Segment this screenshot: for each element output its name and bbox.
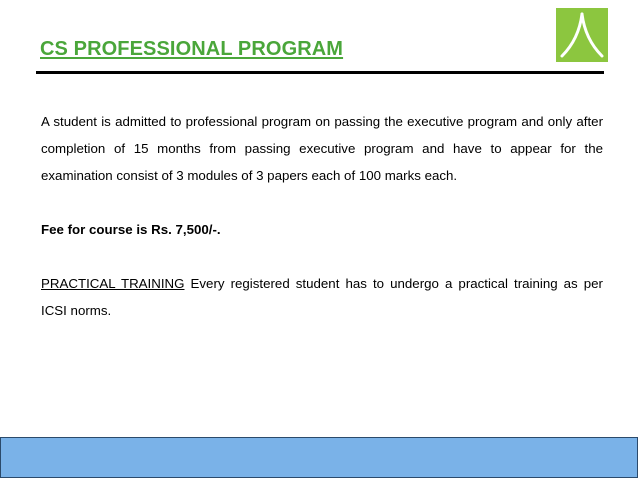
intro-paragraph: A student is admitted to professional program on passing the executive program and only after completion of 15 months from passing executive program and have to appear for the examination consist of 3 modules of 3 papers each of 100 marks each. [41,114,603,183]
training-label: PRACTICAL TRAINING [41,276,185,291]
training-text: Every registered student has to undergo a practical training as per ICSI norms. [41,276,603,318]
fee-paragraph: Fee for course is Rs. 7,500/-. [41,222,221,237]
footer-bar [0,437,638,478]
icsi-logo-icon [556,8,608,62]
training-paragraph [41,270,603,324]
slide-body [41,108,603,324]
page-title: CS PROFESSIONAL PROGRAM [40,38,344,60]
title-divider [36,71,604,74]
